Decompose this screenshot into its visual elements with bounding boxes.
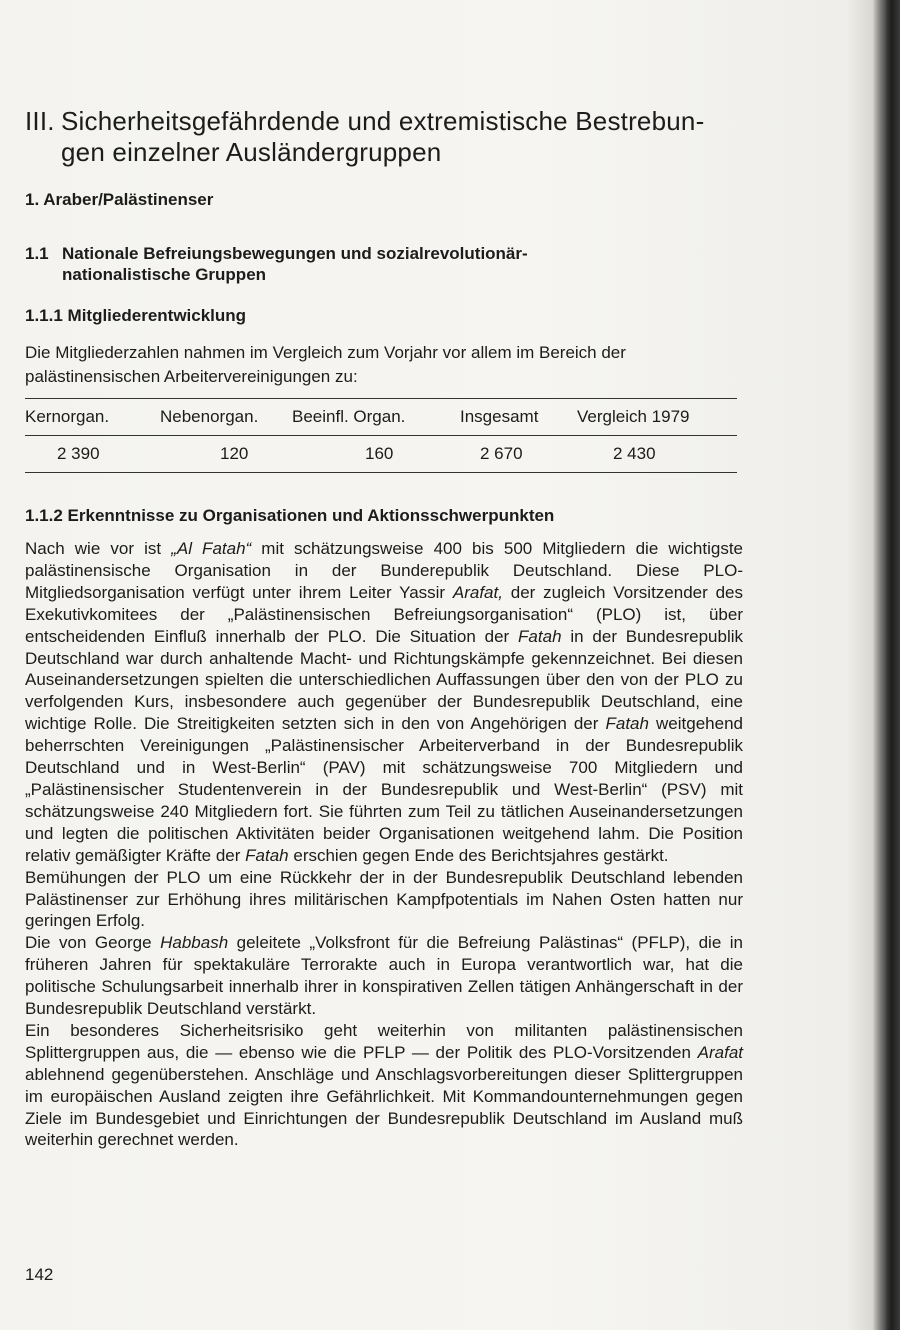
section-1-1-line1: Nationale Befreiungsbewegungen und sozialrevolutionär- bbox=[62, 244, 528, 263]
table-header: Insgesamt bbox=[460, 407, 539, 426]
body-text bbox=[25, 538, 743, 1151]
emphasis-text: Fatah bbox=[245, 845, 289, 865]
text-run: Nach wie vor ist bbox=[25, 539, 172, 558]
table-cell: 2 670 bbox=[480, 444, 523, 463]
text-run: Die von George bbox=[25, 933, 161, 953]
table-cell: 160 bbox=[365, 444, 394, 463]
table-row bbox=[25, 436, 737, 472]
emphasis-text: Arafat, bbox=[452, 582, 503, 602]
emphasis-text: Fatah bbox=[518, 626, 562, 646]
chapter-number: III. bbox=[25, 106, 55, 136]
intro-line2: palästinensischen Arbeitervereinigungen zu: bbox=[25, 367, 358, 386]
text-run: der zugleich Vorsitzender des Exekutivkomitees der „Palästinensischen Befreiungsorganisation“ (PLO) ist, über entscheidenden Einfluß innerhalb der PLO. Die Situation der bbox=[25, 582, 743, 646]
section-heading-1-1-2: 1.1.2 Erkenntnisse zu Organisationen und Aktionsschwerpunkten bbox=[25, 506, 555, 525]
table-cell: 2 390 bbox=[57, 444, 100, 463]
section-heading-1-1 bbox=[25, 243, 625, 285]
paragraph bbox=[25, 932, 743, 1020]
section-heading-1: 1. Araber/Palästinenser bbox=[25, 190, 214, 209]
membership-table bbox=[25, 398, 737, 473]
table-header-row bbox=[25, 399, 737, 435]
emphasis-text: „Al Fatah“ bbox=[171, 539, 252, 558]
emphasis-text: Arafat bbox=[697, 1042, 743, 1062]
paragraph bbox=[25, 538, 743, 867]
page-binding-shadow bbox=[872, 0, 900, 1330]
table-header: Nebenorgan. bbox=[160, 407, 259, 426]
text-run: mit schätzungsweise 400 bis 500 Mitgliedern die wichtigste palästinensische Organisation in der Bunderepublik Deutschland. Diese PLO-Mitgliedsorganisation verfügt unter ihrem Leiter Yassir bbox=[25, 539, 744, 602]
table-header: Kernorgan. bbox=[25, 407, 110, 426]
paragraph bbox=[25, 1020, 743, 1151]
paragraph: Bemühungen der PLO um eine Rückkehr der in der Bundesrepublik Deutschland lebenden Palästinenser zur Erhöhung ihres militärischen Kampfpotentials im Nahen Osten hatten nur geringen Erfolg. bbox=[25, 867, 743, 931]
emphasis-text: Habbash bbox=[160, 933, 229, 953]
section-1-1-line2: nationalistische Gruppen bbox=[62, 265, 267, 284]
chapter-title-line1: Sicherheitsgefährdende und extremistische Bestrebun- bbox=[61, 106, 705, 136]
table-header: Vergleich 1979 bbox=[577, 407, 690, 426]
text-run: Ein besonderes Sicherheitsrisiko geht weiterhin von militanten palästinensischen Splittergruppen aus, die — ebenso wie die PFLP — der Politik des PLO-Vorsitzenden bbox=[25, 1020, 743, 1062]
text-run: geleitete „Volksfront für die Befreiung Palästinas“ (PFLP), die in früheren Jahren für spektakuläre Terrorakte auch in Europa verantwortlich war, hat die politische Schulungsarbeit innerhalb ihrer in konspirativen Zellen tätigen Anhängerschaft in der Bundesrepublik Deutschland verstärkt. bbox=[25, 933, 743, 1019]
text-run: weitgehend beherrschten Vereinigungen „Palästinensischer Arbeiterverband in der Bundesrepublik Deutschland und in West-Berlin“ (PAV) mit schätzungsweise 700 Mitgliedern und „Palästinensischer Studentenverein in der Bundesrepublik und West-Berlin“ (PSV) mit schätzungsweise 240 Mitgliedern fort. Sie führten zum Teil zu tätlichen Auseinandersetzungen und legten die politischen Aktivitäten beider Organisationen weitgehend lahm. Die Position relativ gemäßigter Kräfte der bbox=[25, 714, 743, 865]
page-number: 142 bbox=[25, 1265, 54, 1284]
table-cell: 2 430 bbox=[613, 444, 656, 463]
table-header: Beeinfl. Organ. bbox=[292, 407, 406, 426]
emphasis-text: Fatah bbox=[605, 714, 649, 734]
intro-paragraph bbox=[25, 341, 743, 389]
section-1-1-number: 1.1 bbox=[25, 244, 49, 263]
chapter-heading bbox=[25, 106, 745, 168]
text-run: ablehnend gegenüberstehen. Anschläge und Anschlagsvorbereitungen dieser Splittergruppen im europäischen Ausland zeigten ihre Gefährlichkeit. Mit Kommandounternehmungen gegen Ziele im Bundesgebiet und Einrichtungen der Bundesrepublik Deutschland im Ausland muß weiterhin gerechnet werden. bbox=[25, 1064, 743, 1150]
table-bottom-rule bbox=[25, 472, 737, 473]
table-cell: 120 bbox=[220, 444, 249, 463]
section-heading-1-1-1: 1.1.1 Mitgliederentwicklung bbox=[25, 306, 247, 325]
text-run: in der Bundesrepublik Deutschland war durch anhaltende Macht- und Richtungskämpfe gekennzeichnet. Bei diesen Auseinandersetzungen spielten die unterschiedlichen Auffassungen über den von der PLO zu verfolgenden Kurs, insbesondere auch gegenüber der Bundesrepublik Deutschland, eine wichtige Rolle. Die Streitigkeiten setzten sich in den von Angehörigen der bbox=[25, 626, 743, 734]
chapter-title-line2: gen einzelner Ausländergruppen bbox=[61, 137, 442, 167]
text-run: erschien gegen Ende des Berichtsjahres gestärkt. bbox=[288, 845, 669, 865]
intro-line1: Die Mitgliederzahlen nahmen im Vergleich zum Vorjahr vor allem im Bereich der bbox=[25, 343, 626, 362]
